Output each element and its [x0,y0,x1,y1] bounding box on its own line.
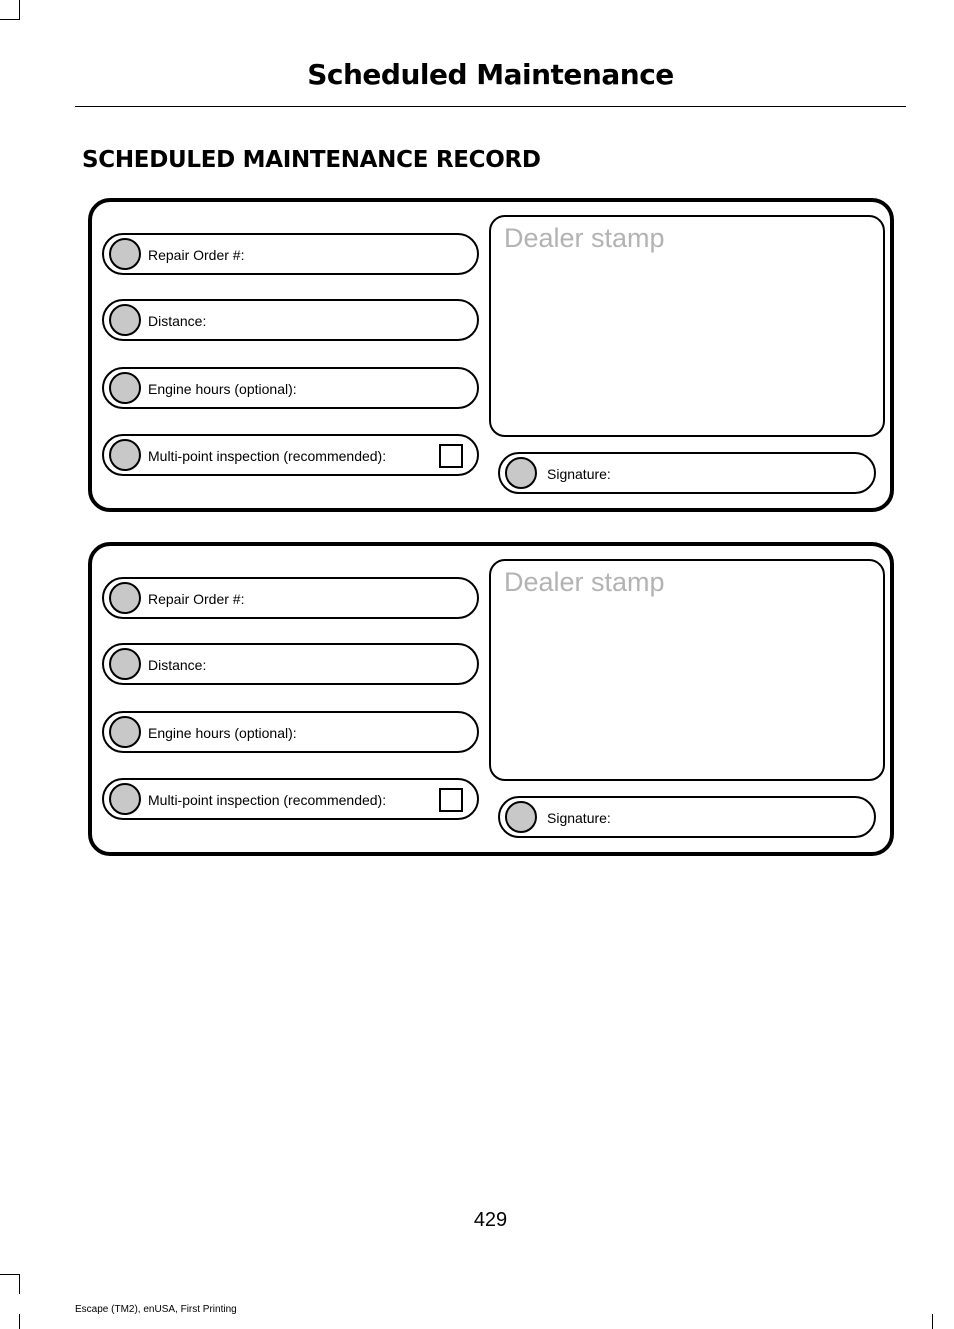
signature-field[interactable] [498,452,876,494]
field-bullet-icon [109,783,141,815]
field-bullet-icon [505,457,537,489]
crop-mark [19,1274,20,1294]
repair-order-label: Repair Order #: [148,591,245,607]
engine-hours-label: Engine hours (optional): [148,381,297,397]
field-bullet-icon [109,648,141,680]
inspection-label: Multi-point inspection (recommended): [148,792,387,808]
repair-order-field[interactable] [102,233,479,275]
maintenance-record-card [88,542,894,856]
signature-label: Signature: [547,466,611,482]
field-bullet-icon [109,439,141,471]
dealer-stamp-label: Dealer stamp [504,567,665,597]
crop-mark [0,1274,20,1275]
distance-field[interactable] [102,299,479,341]
crop-mark [932,1314,933,1329]
field-bullet-icon [109,238,141,270]
signature-field[interactable] [498,796,876,838]
inspection-checkbox[interactable] [439,444,463,468]
field-bullet-icon [109,372,141,404]
signature-label: Signature: [547,810,611,826]
engine-hours-field[interactable] [102,711,479,753]
field-bullet-icon [109,582,141,614]
dealer-stamp-box [489,559,885,781]
distance-label: Distance: [148,657,207,673]
inspection-field [102,434,479,476]
inspection-field [102,778,479,820]
page-number: 429 [473,1209,508,1231]
repair-order-field[interactable] [102,577,479,619]
inspection-label: Multi-point inspection (recommended): [148,448,387,464]
distance-field[interactable] [102,643,479,685]
page-title: Scheduled Maintenance [307,58,674,91]
maintenance-record-card [88,198,894,512]
crop-mark [19,1314,20,1329]
engine-hours-field[interactable] [102,367,479,409]
distance-label: Distance: [148,313,207,329]
crop-mark [19,0,20,20]
dealer-stamp-label: Dealer stamp [504,223,665,253]
field-bullet-icon [109,304,141,336]
section-title: SCHEDULED MAINTENANCE RECORD [82,147,541,173]
header-divider [75,106,906,107]
field-bullet-icon [505,801,537,833]
crop-mark [0,19,20,20]
engine-hours-label: Engine hours (optional): [148,725,297,741]
field-bullet-icon [109,716,141,748]
inspection-checkbox[interactable] [439,788,463,812]
print-info: Escape (TM2), enUSA, First Printing [75,1304,237,1315]
repair-order-label: Repair Order #: [148,247,245,263]
dealer-stamp-box [489,215,885,437]
